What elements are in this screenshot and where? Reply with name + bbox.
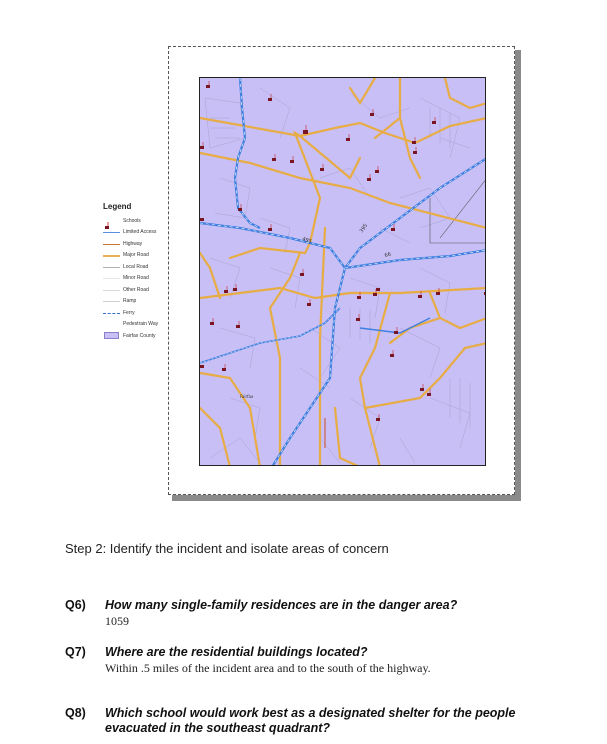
question-number: Q7) xyxy=(65,645,86,659)
svg-text:66: 66 xyxy=(383,251,392,259)
legend-item-pedestrian-way: Pedestrain Way xyxy=(103,319,171,331)
local-roads xyxy=(205,88,470,463)
local-road-line-icon xyxy=(103,263,120,271)
county-fill-swatch-icon xyxy=(103,332,120,340)
highway-line-icon xyxy=(103,240,120,248)
legend-item-other-road: Other Road xyxy=(103,284,171,296)
svg-text:495: 495 xyxy=(301,236,313,245)
school-markers xyxy=(200,81,486,421)
legend-item-ramp: Ramp xyxy=(103,296,171,308)
legend-item-minor-road: Minor Road xyxy=(103,273,171,285)
legend-item-local-road: Local Road xyxy=(103,261,171,273)
limited-access-line-icon xyxy=(103,228,120,236)
question-number: Q8) xyxy=(65,706,86,720)
question-text: How many single-family residences are in the danger area? xyxy=(105,598,458,612)
answer-text: 1059 xyxy=(105,614,129,628)
svg-text:Fairfax: Fairfax xyxy=(240,394,254,399)
limited-access-roads xyxy=(200,78,486,466)
legend-title: Legend xyxy=(103,202,132,211)
pedestrian-way-line-icon xyxy=(103,320,120,328)
svg-text:395: 395 xyxy=(358,222,370,235)
legend-item-major-road: Major Road xyxy=(103,250,171,262)
legend-item-fairfax-county: Fairfax County xyxy=(103,330,171,342)
ferry-line-icon xyxy=(103,309,120,317)
legend-item-highway: Highway xyxy=(103,238,171,250)
legend-item-ferry: Ferry xyxy=(103,307,171,319)
legend-item-limited-access: Limited Access xyxy=(103,227,171,239)
legend-item-schools: Schools xyxy=(103,215,171,227)
question-text: Which school would work best as a designated shelter for the people evacuated in the southeast quadrant? xyxy=(105,706,516,735)
question-number: Q6) xyxy=(65,598,86,612)
major-road-line-icon xyxy=(103,251,120,259)
ramp-line-icon xyxy=(103,297,120,305)
step-heading: Step 2: Identify the incident and isolate areas of concern xyxy=(65,541,389,556)
map-canvas xyxy=(200,78,486,466)
minor-road-line-icon xyxy=(103,274,120,282)
map-view[interactable] xyxy=(199,77,486,466)
map-legend xyxy=(103,202,171,342)
school-icon xyxy=(103,217,120,225)
answer-text: Within .5 miles of the incident area and to the south of the highway. xyxy=(105,661,431,675)
boundary-lines xyxy=(430,178,486,243)
question-text: Where are the residential buildings located? xyxy=(105,645,368,659)
other-road-line-icon xyxy=(103,286,120,294)
